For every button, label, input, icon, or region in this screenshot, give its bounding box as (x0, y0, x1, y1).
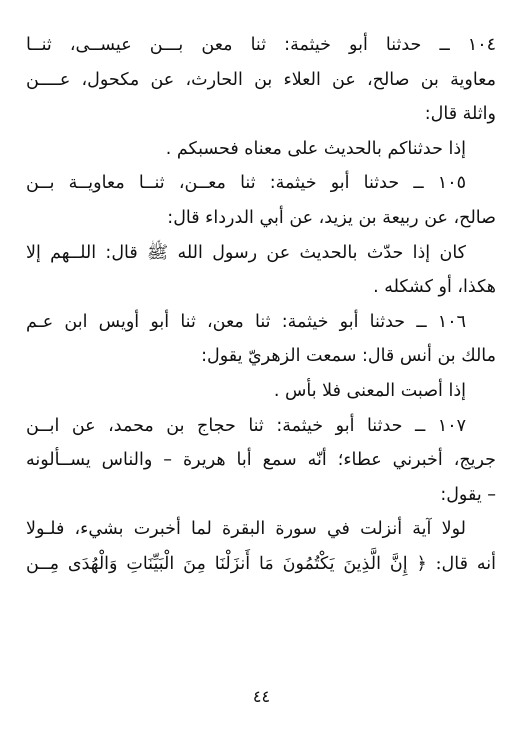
text-line: ١٠٤ ــ حدثنا أبو خيثمة: ثنا معن بـــن عيســى، ثنــا (26, 35, 496, 55)
quran-verse-line: أنه قال: ﴿ إِنَّ الَّذِينَ يَكْتُمُونَ مَا أَنزَلْنَا مِنَ الْبَيِّنَاتِ وَالْهُدَى مِــن (26, 553, 496, 574)
text-line: واثلة قال: (424, 104, 496, 125)
text-line: لولا آية أنزلت في سورة البقرة لما أخبرت بشيء، فلـولا (26, 519, 466, 540)
text-line: مالك بن أنس قال: سمعت الزهريّ يقول: (201, 346, 496, 367)
text-line: ١٠٧ ــ حدثنا أبو خيثمة: ثنا حجاج بن محمد، عن ابــن (26, 415, 466, 436)
text-line: – يقول: (440, 484, 496, 505)
text-line: ١٠٦ ــ حدثنا أبو خيثمة: ثنا معن، ثنا أبو أويس ابن عـم (26, 311, 466, 332)
text-line: ١٠٥ ــ حدثنا أبو خيثمة: ثنا معــن، ثنــا معاويــة بــن (26, 173, 466, 194)
text-line: جريج، أخبرني عطاء؛ أنّه سمع أبا هريرة – والناس يســألونه (26, 450, 496, 471)
text-line: معاوية بن صالح، عن العلاء بن الحارث، عن مكحول، عــــن (26, 69, 496, 90)
text-line: إذا أصبت المعنى فلا بأس . (273, 380, 466, 401)
body-text (26, 28, 496, 582)
text-line: كان إذا حدّث بالحديث عن رسول الله ﷺ قال: اللــهم إلا (26, 242, 466, 263)
text-line: هكذا، أو كشكله . (373, 277, 496, 298)
text-line: صالح، عن ربيعة بن يزيد، عن أبي الدرداء قال: (167, 207, 496, 228)
page-number: ٤٤ (252, 687, 271, 706)
text-line: إذا حدثناكم بالحديث على معناه فحسبكم . (165, 138, 466, 159)
